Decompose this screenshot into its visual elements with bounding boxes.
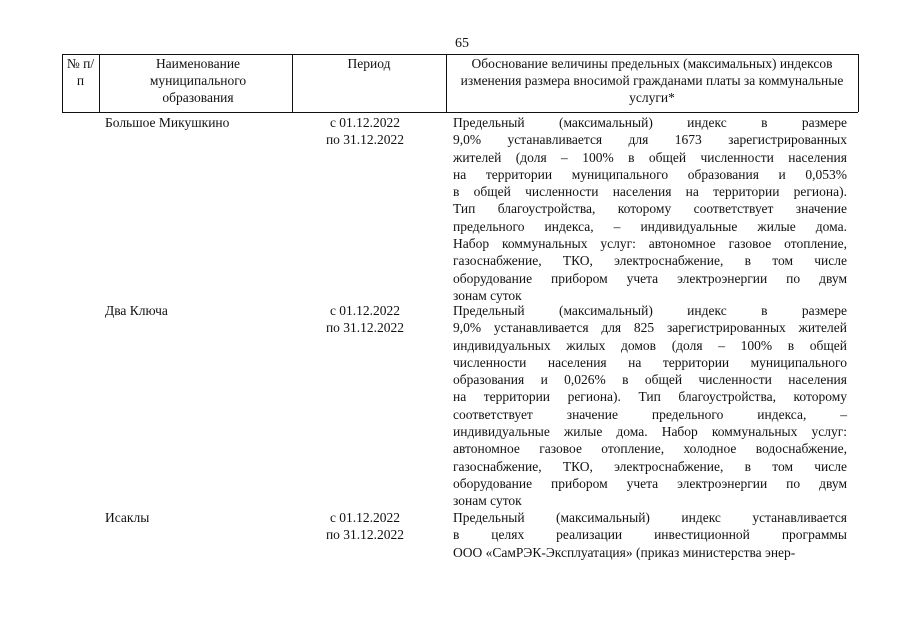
text-line: на территории региона). Тип благоустройства, которому	[453, 389, 847, 405]
text-line: газоснабжение, ТКО, электроснабжение, в том числе	[453, 458, 847, 474]
text-line: предельного индекса, – индивидуальные жилые дома.	[453, 218, 847, 234]
text-line: оборудование прибором учета электроэнергии по двум	[453, 475, 847, 491]
text-line: автономное газовое отопление, холодное водоснабжение,	[453, 441, 847, 457]
text-line: Предельный (максимальный) индекс в размере	[453, 303, 847, 318]
text-line: соответствует значение предельного индекса, –	[453, 406, 847, 422]
text-line: зонам суток	[453, 493, 522, 509]
text-line: зонам суток	[453, 287, 522, 303]
row-period	[305, 302, 425, 336]
text-line: в целях реализации инвестиционной программы	[453, 527, 847, 543]
page-number: 65	[455, 36, 469, 51]
row-name: Два Ключа	[105, 303, 168, 318]
row-justification	[453, 509, 847, 561]
row-name: Исаклы	[105, 510, 150, 525]
row-period	[305, 114, 425, 148]
period-from: с 01.12.2022	[329, 115, 401, 130]
text-line: газоснабжение, ТКО, электроснабжение, в том числе	[453, 253, 847, 269]
period-to: по 31.12.2022	[325, 132, 405, 147]
header-period: Период	[347, 56, 391, 71]
row-period	[305, 509, 425, 543]
text-line: 9,0% устанавливается для 1673 зарегистрированных	[453, 132, 847, 148]
text-line: 9,0% устанавливается для 825 зарегистрированных жителей	[453, 320, 847, 336]
text-line: Набор коммунальных услуг: автономное газовое отопление,	[453, 236, 847, 252]
text-line: образования и 0,026% в общей численности населения	[453, 372, 847, 388]
text-line: индивидуальные жилые дома. Набор коммунальных услуг:	[453, 424, 847, 440]
text-line: в общей численности населения на территории региона).	[453, 184, 847, 200]
header-divider-2	[292, 54, 293, 112]
text-line: жителей (доля – 100% в общей численности населения	[453, 149, 847, 165]
text-line: численности населения на территории муниципального	[453, 354, 847, 370]
header-justification: Обоснование величины предельных (максимальных) индексов изменения размера вносимой гражданами платы за коммунальные услуги*	[460, 56, 844, 105]
row-justification	[453, 114, 847, 304]
text-line: ООО «СамРЭК-Эксплуатация» (приказ министерства энер-	[453, 544, 796, 560]
period-from: с 01.12.2022	[329, 510, 401, 525]
text-line: оборудование прибором учета электроэнергии по двум	[453, 270, 847, 286]
row-justification	[453, 302, 847, 510]
table-header-bottom-border	[62, 112, 858, 113]
text-line: Предельный (максимальный) индекс в размере	[453, 115, 847, 130]
header-municipality: Наименование муниципального образования	[149, 56, 247, 105]
period-to: по 31.12.2022	[325, 527, 405, 542]
period-from: с 01.12.2022	[329, 303, 401, 318]
text-line: Предельный (максимальный) индекс устанавливается	[453, 510, 847, 525]
header-divider-4	[858, 54, 859, 112]
text-line: Тип благоустройства, которому соответствует значение	[453, 201, 847, 217]
header-num: № п/п	[66, 56, 95, 88]
header-divider-1	[99, 54, 100, 112]
header-divider-3	[446, 54, 447, 112]
period-to: по 31.12.2022	[325, 320, 405, 335]
row-name: Большое Микушкино	[105, 115, 230, 130]
text-line: индивидуальных жилых домов (доля – 100% в общей	[453, 337, 847, 353]
header-divider-0	[62, 54, 63, 112]
text-line: на территории муниципального образования и 0,053%	[453, 166, 847, 182]
